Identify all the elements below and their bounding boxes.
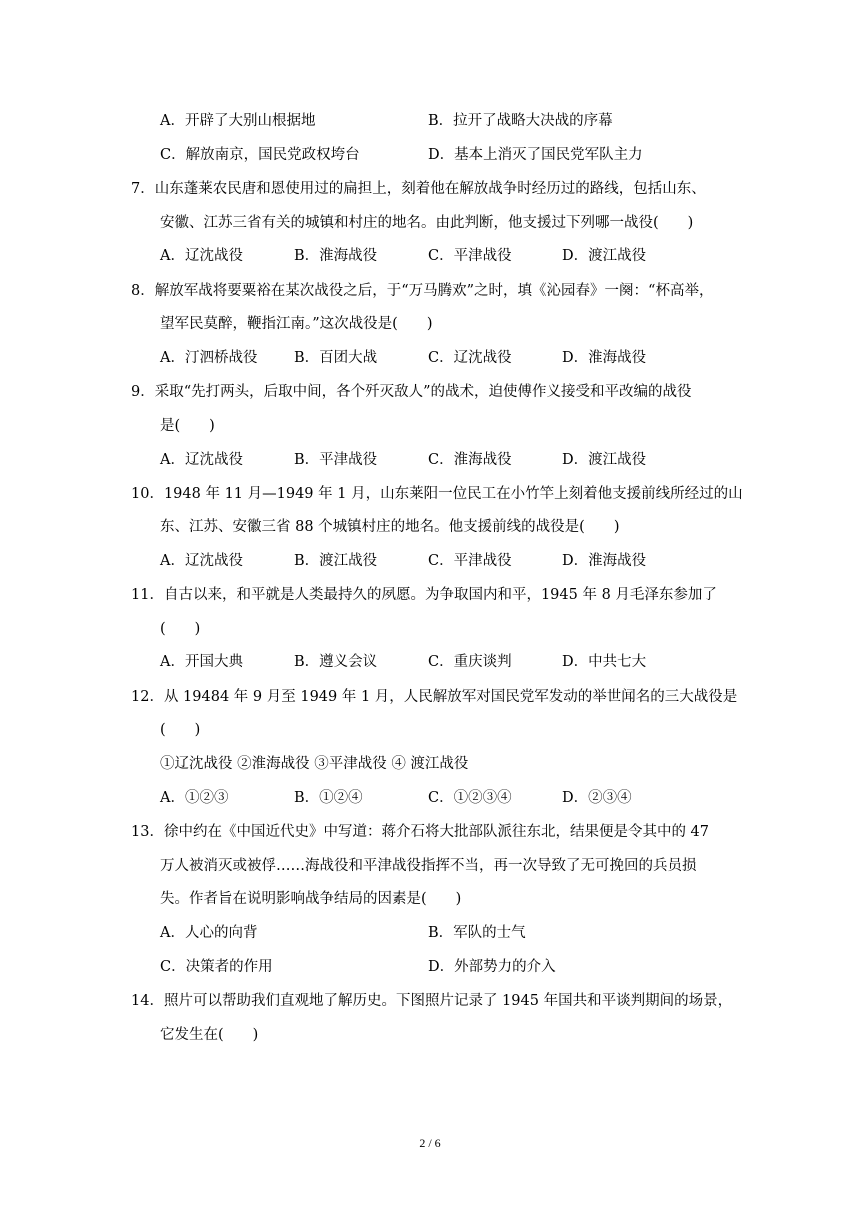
q12-stem-line2: ( ) <box>160 722 201 738</box>
q8-stem-line1: 8．解放军战将要粟裕在某次战役之后，于“万马腾欢”之时，填《沁园春》一阕：“杯高举， <box>131 283 714 299</box>
q12-option-b: B．①②④ <box>294 790 363 806</box>
q6-option-b: B．拉开了战略大决战的序幕 <box>428 113 613 129</box>
q7-stem-line1: 7．山东蓬莱农民唐和恩使用过的扁担上，刻着他在解放战争时经历过的路线，包括山东、 <box>131 181 706 197</box>
q10-stem-line1: 10．1948 年 11 月—1949 年 1 月，山东莱阳一位民工在小竹竿上刻着他支援前线所经过的山 <box>131 486 743 502</box>
q14-stem-line1: 14．照片可以帮助我们直观地了解历史。下图照片记录了 1945 年国共和平谈判期间的场景， <box>131 993 733 1009</box>
q12-option-c: C．①②③④ <box>428 790 512 806</box>
q12-option-a: A．①②③ <box>160 790 229 806</box>
q13-option-b: B．军队的士气 <box>428 925 526 941</box>
q10-option-a: A．辽沈战役 <box>160 553 243 569</box>
q11-stem-line1: 11．自古以来，和平就是人类最持久的夙愿。为争取国内和平，1945 年 8 月毛泽东参加了 <box>131 587 717 603</box>
q9-option-c: C．淮海战役 <box>428 452 512 468</box>
q6-option-a: A．开辟了大别山根据地 <box>160 113 316 129</box>
q6-option-d: D．基本上消灭了国民党军队主力 <box>428 147 643 163</box>
q9-stem-line1: 9．采取“先打两头，后取中间，各个歼灭敌人”的战术，迫使傅作义接受和平改编的战役 <box>131 384 692 400</box>
q10-option-c: C．平津战役 <box>428 553 512 569</box>
q10-option-b: B．渡江战役 <box>294 553 378 569</box>
q9-option-b: B．平津战役 <box>294 452 378 468</box>
q13-stem-line1: 13．徐中约在《中国近代史》中写道：蒋介石将大批部队派往东北，结果便是令其中的 47 <box>131 824 710 840</box>
q7-option-a: A．辽沈战役 <box>160 248 243 264</box>
q8-option-c: C．辽沈战役 <box>428 350 512 366</box>
q6-option-c: C．解放南京，国民党政权垮台 <box>160 147 360 163</box>
q13-stem-line3: 失。作者旨在说明影响战争结局的因素是( ) <box>160 891 462 907</box>
q7-option-d: D．渡江战役 <box>562 248 647 264</box>
q7-option-b: B．淮海战役 <box>294 248 378 264</box>
q11-option-b: B．遵义会议 <box>294 654 378 670</box>
q11-option-c: C．重庆谈判 <box>428 654 512 670</box>
q8-option-a: A．汀泗桥战役 <box>160 350 258 366</box>
q9-option-d: D．渡江战役 <box>562 452 647 468</box>
q9-stem-line2: 是( ) <box>160 418 215 434</box>
q13-option-d: D．外部势力的介入 <box>428 959 556 975</box>
q7-option-c: C．平津战役 <box>428 248 512 264</box>
q10-stem-line2: 东、江苏、安徽三省 88 个城镇村庄的地名。他支援前线的战役是( ) <box>160 519 620 535</box>
q14-stem-line2: 它发生在( ) <box>160 1027 259 1043</box>
q13-option-c: C．决策者的作用 <box>160 959 273 975</box>
q8-option-b: B．百团大战 <box>294 350 378 366</box>
q9-option-a: A．辽沈战役 <box>160 452 243 468</box>
q8-stem-line2: 望军民莫醉，鞭指江南。”这次战役是( ) <box>160 316 433 332</box>
q11-stem-line2: ( ) <box>160 621 201 637</box>
q11-option-d: D．中共七大 <box>562 654 647 670</box>
q8-option-d: D．淮海战役 <box>562 350 647 366</box>
q12-items: ①辽沈战役 ②淮海战役 ③平津战役 ④ 渡江战役 <box>160 756 469 772</box>
page-number: 2 / 6 <box>419 1136 441 1150</box>
q12-option-d: D．②③④ <box>562 790 632 806</box>
q7-stem-line2: 安徽、江苏三省有关的城镇和村庄的地名。由此判断，他支援过下列哪一战役( ) <box>160 215 694 231</box>
q13-stem-line2: 万人被消灭或被俘……海战役和平津战役指挥不当，再一次导致了无可挽回的兵员损 <box>160 858 697 874</box>
q10-option-d: D．淮海战役 <box>562 553 647 569</box>
q11-option-a: A．开国大典 <box>160 654 243 670</box>
q12-stem-line1: 12．从 19484 年 9 月至 1949 年 1 月，人民解放军对国民党军发动的举世闻名的三大战役是 <box>131 689 738 705</box>
q13-option-a: A．人心的向背 <box>160 925 258 941</box>
